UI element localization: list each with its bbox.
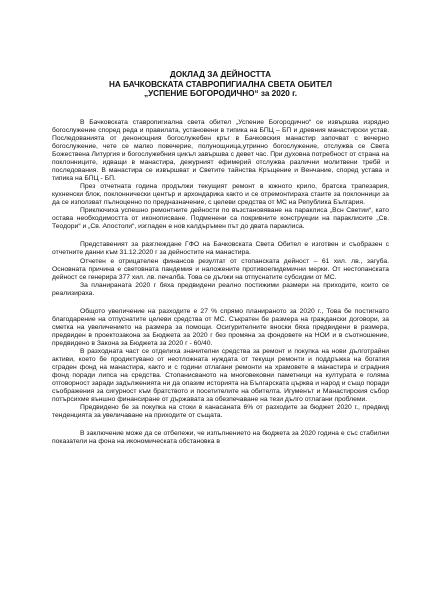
paragraph-assets: В разходната част се отделиха значителни средства за ремонт и покупка на нови дълготрайни активи, което бе продиктувано от неотложната нуждата от текущи ремонти и поддръжка на богатия сграден фонд на манастира, както и с години отлагани ремонти на храмовете в манастира и сградния фонд поради липса на средства. Стопанисваното на многовековни паметници на културата е голяма отговорност заради задълженията ни да опазим историята на Българската църква и народ и също поради съображения за сигурност към братството и посетителите на обителта. Игуменът и Манастирския събор потърсихме външно финансиране от държавата за обезпечаване на тези дълго отлагани проблеми.	[52, 348, 389, 404]
document-body	[52, 119, 389, 447]
paragraph-gfo: Представеният за разглеждане ГФО на Бачковската Света Обител е изготвен и съобразен с отчетните данни към 31.12.2020 г за дейностите на манастира.	[52, 241, 389, 257]
title-line: НА БАЧКОВСКАТА СТАВРОПИГИАЛНА СВЕТА ОБИТЕЛ	[109, 79, 332, 89]
paragraph-liturgy: В Бачковската ставропигиална света обител „Успение Богородично“ се извършва изрядно богослужение според реда и правилата, установени в типика на БПЦ – БП и древния манастирски устав. Последованията от денонощния богослужебен кръг в Бачковския манастир започват с вечерно богослужение, чете се малко повечерие, полунощница,утринно богослужение, отслужва се Света Божествена Литургия и богослужебния цикъл завършва с девет час. При духовна потребност от страна на поклонниците, идващи в манастира, дежурният ефимерий отслужва различни молитвени требй и последования. В манастира се извършват и Светите тайнства Кръщение и Венчание, според устава и типика на БПЦ - БП.	[52, 118, 389, 183]
document-title	[52, 70, 389, 99]
paragraph-chapels: Приключиха успешно ремонтните дейности по възстановяване на параклиса „Всн Светии“, като остава необходимостта от иконописване. Подменени са покривните конструкции на параклисите „Св. Теодори“ и „Св. Апостоли“, изгладен е нов калдъръмен път до двата параклиса.	[52, 207, 389, 231]
paragraph-goods: Предвидено бе за покупка на стоки в канасаната 6% от разходите за бюджет 2020 г., предвид тенденцията за увеличаване на приходите от същата.	[52, 404, 389, 420]
title-line: „УСПЕНИЕ БОГОРОДИЧНО“ за 2020 г.	[143, 89, 297, 99]
title-line: ДОКЛАД ЗА ДЕЙНОСТТА	[169, 70, 272, 79]
paragraph-conclusion: В заключение може да се отбележи, че изпълнението на бюджета за 2020 година е със стабилни показатели на фона на икономическата обстановка в	[52, 430, 389, 446]
paragraph-financial-result: Отчетен е отрицателен финансов резултат от стопанската дейност – 61 хил. лв., загуба. Основната причина е световната пандемия и наложените противоепидемични мерки. От нестопанската дейност се генерира 377 хил. лв. печалба. Това се дължи на отпуснатите субсидии от МС.	[52, 257, 389, 281]
paragraph-repairs: През отчетната година продължи текущият ремонт в южното крило, братска трапезария, кухненски блок, поклоннически център и архондарика както и се отремонтираха стаите за поклонници за да се използват пълноценно по предназначение, с целеви средства от МС на Република България.	[52, 183, 389, 207]
paragraph-expenses: Общото увеличение на разходите е 27 % спрямо планираното за 2020 г., Това бе постигнато благодарение на отпуснатите целеви средства от МС. Съкратен бе размера на граждански договори, за сметка на увеличението на размера за помощи. Осигурителните вноски бяха предвидени в размера, предвиден в проектозакона за Бюджета за 2020 г без промяна за фондовете на НОИ и в съотношение, предвидено в Закона за Бюджета за 2020 г - 60/40.	[52, 307, 389, 347]
paragraph-planned-revenue: За планираната 2020 г бяха предвидени реално постижими размери на приходите, които се реализираха.	[52, 281, 389, 297]
